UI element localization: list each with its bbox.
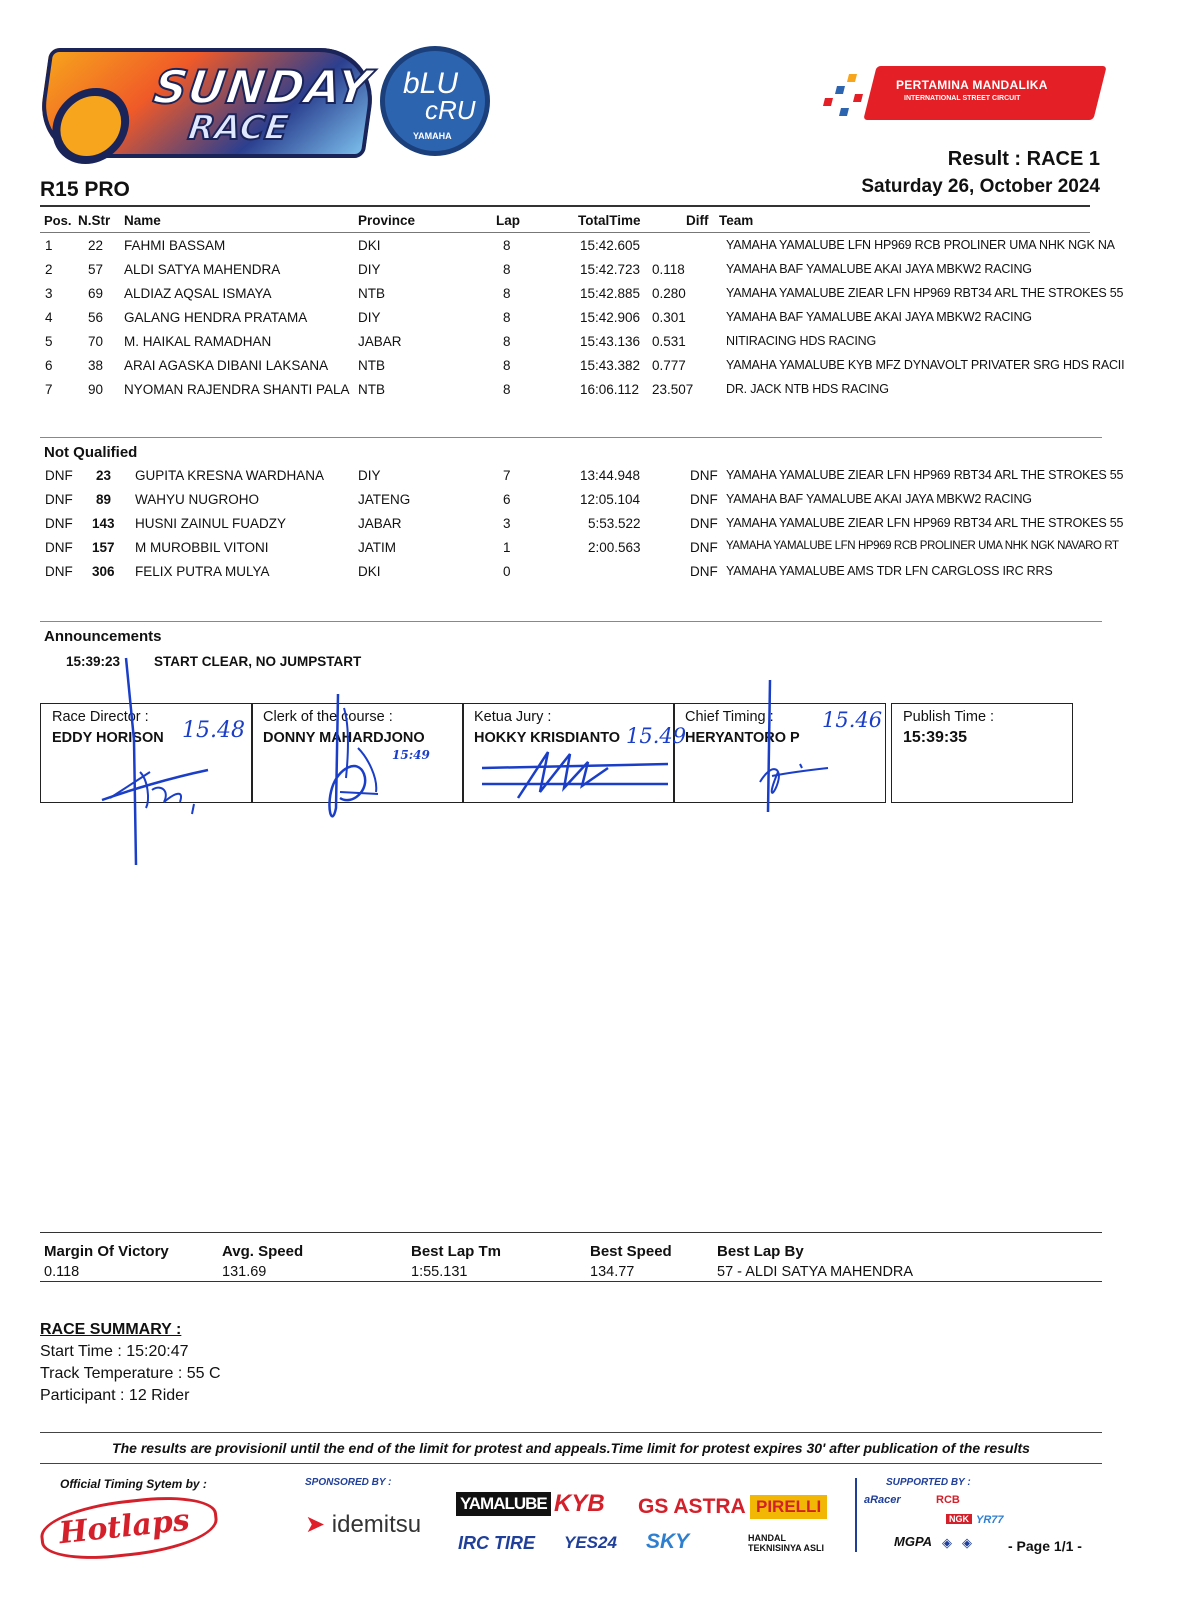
- margin-value: 0.118: [44, 1264, 80, 1280]
- timing-label: Official Timing Sytem by :: [60, 1477, 207, 1491]
- circuit-logo-line1: PERTAMINA MANDALIKA: [896, 78, 1048, 92]
- cell-lap: 8: [503, 358, 511, 373]
- cell-pos: 5: [45, 334, 53, 349]
- cell-lap: 8: [503, 334, 511, 349]
- cell-name: WAHYU NUGROHO: [135, 492, 259, 507]
- race-date: Saturday 26, October 2024: [861, 176, 1100, 197]
- cell-pos: DNF: [45, 468, 73, 483]
- cell-team: YAMAHA YAMALUBE AMS TDR LFN CARGLOSS IRC RRS: [726, 564, 1053, 578]
- cell-nstr: 89: [96, 492, 112, 507]
- margin-label: Margin Of Victory: [44, 1243, 169, 1260]
- hotlaps-logo: [38, 1491, 221, 1565]
- cell-province: JATENG: [358, 492, 411, 507]
- logo-word-race: RACE: [185, 108, 291, 148]
- sponsor-yamalube: YAMALUBE: [456, 1492, 551, 1516]
- announcement-time: 15:39:23: [66, 654, 121, 669]
- cell-name: ARAI AGASKA DIBANI LAKSANA: [124, 358, 329, 373]
- cell-name: M. HAIKAL RAMADHAN: [124, 334, 272, 349]
- cell-lap: 0: [503, 564, 511, 579]
- official-label: Clerk of the course :: [263, 709, 393, 725]
- cell-team: YAMAHA YAMALUBE LFN HP969 RCB PROLINER UMA NHK NGK NAVARO RT: [726, 540, 1119, 552]
- sponsor-handal-teknisinya: HANDAL TEKNISINYA ASLI: [748, 1533, 825, 1553]
- circuit-logo-line2: INTERNATIONAL STREET CIRCUIT: [904, 95, 1021, 102]
- cell-pos: 1: [45, 238, 53, 253]
- cell-team: YAMAHA YAMALUBE ZIEAR LFN HP969 RBT34 ARL THE STROKES 55: [726, 468, 1124, 482]
- hotlaps-logo-text: Hotlaps: [57, 1502, 192, 1552]
- publish-time: 15:39:35: [903, 729, 968, 746]
- cell-totaltime: 15:42.723: [580, 262, 641, 277]
- cell-nstr: 90: [88, 382, 104, 397]
- cell-totaltime: 5:53.522: [588, 516, 641, 531]
- cell-pos: DNF: [45, 492, 73, 507]
- motorbike-wheel-icon: [47, 88, 134, 164]
- cell-province: JATIM: [358, 540, 396, 555]
- sponsor-yes24: YES24: [564, 1533, 617, 1552]
- cell-province: DIY: [358, 310, 381, 325]
- cell-totaltime: 16:06.112: [580, 382, 640, 397]
- section-divider: [40, 621, 1102, 622]
- cell-name: FELIX PUTRA MULYA: [135, 564, 270, 579]
- cell-pos: DNF: [45, 564, 73, 579]
- cell-team: YAMAHA YAMALUBE KYB MFZ DYNAVOLT PRIVATER SRG HDS RACII: [726, 358, 1125, 372]
- cell-diff: 0.531: [652, 334, 686, 349]
- cell-team: NITIRACING HDS RACING: [726, 334, 876, 348]
- cell-team: YAMAHA BAF YAMALUBE AKAI JAYA MBKW2 RACING: [726, 262, 1032, 276]
- cell-lap: 6: [503, 492, 511, 507]
- cell-province: JABAR: [358, 516, 402, 531]
- official-label: Ketua Jury :: [474, 709, 552, 725]
- blucru-logo-line2: cRU: [425, 95, 476, 125]
- table-row: [0, 564, 1200, 588]
- cell-diff: 0.118: [652, 262, 685, 277]
- cell-name: ALDIAZ AQSAL ISMAYA: [124, 286, 272, 301]
- announcement-text: START CLEAR, NO JUMPSTART: [154, 654, 362, 669]
- cell-pos: 6: [45, 358, 53, 373]
- best-lap-by-value: 57 - ALDI SATYA MAHENDRA: [717, 1264, 914, 1280]
- cell-nstr: 56: [88, 310, 104, 325]
- cell-name: FAHMI BASSAM: [124, 238, 226, 253]
- sponsor-pirelli: PIRELLI: [750, 1495, 827, 1519]
- cell-pos: 4: [45, 310, 53, 325]
- cell-nstr: 143: [92, 516, 115, 531]
- col-totaltime: TotalTime: [578, 213, 641, 228]
- col-team: Team: [719, 213, 754, 228]
- cell-lap: 8: [503, 238, 511, 253]
- cell-name: M MUROBBIL VITONI: [135, 540, 269, 555]
- class-title: R15 PRO: [40, 178, 130, 201]
- official-name: DONNY MAHARDJONO: [263, 730, 425, 746]
- cell-lap: 7: [503, 468, 511, 483]
- cell-totaltime: 13:44.948: [580, 468, 641, 483]
- not-qualified-rows: [0, 468, 1200, 593]
- cell-province: NTB: [358, 286, 385, 301]
- cell-pos: 2: [45, 262, 53, 277]
- result-title: Result : RACE 1: [947, 148, 1100, 170]
- race-start-time: Start Time : 15:20:47: [40, 1343, 189, 1360]
- cell-name: NYOMAN RAJENDRA SHANTI PALA: [124, 382, 350, 397]
- official-box-clerk: [251, 703, 464, 803]
- best-lap-by-label: Best Lap By: [717, 1243, 804, 1260]
- results-table-header: [0, 213, 1200, 233]
- shield-icon: ◈: [962, 1535, 972, 1550]
- table-top-rule: [40, 205, 1090, 207]
- cell-team: YAMAHA YAMALUBE LFN HP969 RCB PROLINER UMA NHK NGK NA: [726, 238, 1115, 252]
- summary-bottom-rule: [40, 1281, 1102, 1282]
- cell-province: DKI: [358, 564, 381, 579]
- cell-nstr: 69: [88, 286, 104, 301]
- cell-pos: 7: [45, 382, 53, 397]
- cell-diff: DNF: [690, 492, 718, 507]
- cell-province: JABAR: [358, 334, 402, 349]
- pertamina-mandalika-logo: [822, 64, 1102, 126]
- cell-nstr: 57: [88, 262, 104, 277]
- supporter-rcb: RCB: [936, 1494, 960, 1506]
- cell-province: NTB: [358, 358, 385, 373]
- track-temperature: Track Temperature : 55 C: [40, 1365, 221, 1382]
- cell-pos: DNF: [45, 516, 73, 531]
- summary-top-rule: [40, 1232, 1102, 1233]
- cell-lap: 8: [503, 262, 511, 277]
- cell-nstr: 23: [96, 468, 112, 483]
- handwritten-time: 15:49: [392, 748, 430, 762]
- not-qualified-title: Not Qualified: [44, 444, 138, 461]
- cell-team: DR. JACK NTB HDS RACING: [726, 382, 889, 396]
- page-number: - Page 1/1 -: [1008, 1538, 1082, 1554]
- handwritten-time: 15.46: [822, 708, 883, 732]
- handwritten-time: 15.49: [626, 724, 687, 748]
- announcements-title: Announcements: [44, 628, 162, 645]
- cell-totaltime: 15:42.906: [580, 310, 641, 325]
- cell-lap: 3: [503, 516, 511, 531]
- publish-label: Publish Time :: [903, 709, 995, 725]
- supporter-yr77: YR77: [976, 1514, 1004, 1526]
- cell-lap: 8: [503, 286, 511, 301]
- table-row: [0, 468, 1200, 492]
- sponsor-idemitsu: [305, 1510, 421, 1539]
- table-row: [0, 382, 1200, 406]
- idemitsu-flag-icon: ➤: [305, 1511, 326, 1538]
- cell-nstr: 38: [88, 358, 104, 373]
- official-name: HOKKY KRISDIANTO: [474, 730, 621, 746]
- cell-diff: DNF: [690, 540, 718, 555]
- sunday-race-logo: [34, 48, 379, 158]
- cell-diff: DNF: [690, 516, 718, 531]
- cell-totaltime: 12:05.104: [580, 492, 641, 507]
- cell-diff: 0.777: [652, 358, 686, 373]
- table-row: [0, 516, 1200, 540]
- race-summary-title: RACE SUMMARY :: [40, 1321, 182, 1338]
- blucru-logo-line3: YAMAHA: [413, 131, 452, 141]
- col-lap: Lap: [496, 213, 521, 228]
- cell-diff: 0.301: [652, 310, 686, 325]
- sponsor-sky: SKY: [646, 1530, 690, 1553]
- table-row: [0, 358, 1200, 382]
- cell-nstr: 306: [92, 564, 115, 579]
- disclaimer-bottom-rule: [40, 1463, 1102, 1464]
- cell-totaltime: 15:42.885: [580, 286, 641, 301]
- best-lap-value: 1:55.131: [411, 1264, 468, 1280]
- blucru-logo-line1: bLU: [403, 67, 459, 100]
- cell-team: YAMAHA YAMALUBE ZIEAR LFN HP969 RBT34 ARL THE STROKES 55: [726, 286, 1124, 300]
- footer-divider: [855, 1478, 857, 1552]
- col-nstr: N.Str: [78, 213, 111, 228]
- cell-name: GALANG HENDRA PRATAMA: [124, 310, 308, 325]
- cell-totaltime: 15:42.605: [580, 238, 641, 253]
- cell-totaltime: 15:43.136: [580, 334, 641, 349]
- avg-speed-label: Avg. Speed: [222, 1243, 304, 1260]
- section-divider: [40, 437, 1102, 438]
- handwritten-time: 15.48: [182, 718, 245, 743]
- table-row: [0, 310, 1200, 334]
- cell-pos: DNF: [45, 540, 73, 555]
- best-lap-label: Best Lap Tm: [411, 1243, 502, 1260]
- blucru-logo: [380, 46, 490, 156]
- col-diff: Diff: [686, 213, 709, 228]
- cell-name: GUPITA KRESNA WARDHANA: [135, 468, 325, 483]
- cell-nstr: 22: [88, 238, 104, 253]
- avg-speed-value: 131.69: [222, 1264, 267, 1280]
- table-row: [0, 334, 1200, 358]
- supported-label: SUPPORTED BY :: [886, 1477, 971, 1488]
- cell-nstr: 70: [88, 334, 104, 349]
- cell-province: DIY: [358, 468, 381, 483]
- cell-diff: 23.507: [652, 382, 694, 397]
- table-row: [0, 238, 1200, 262]
- cell-lap: 1: [503, 540, 511, 555]
- sponsor-gs-astra: GS ASTRA: [638, 1495, 746, 1518]
- sponsor-idemitsu-text: idemitsu: [331, 1511, 422, 1538]
- cell-lap: 8: [503, 310, 511, 325]
- cell-diff: DNF: [690, 564, 718, 579]
- official-name: HERYANTORO P: [685, 730, 800, 746]
- official-label: Chief Timing :: [685, 709, 774, 725]
- col-pos: Pos.: [44, 213, 72, 228]
- cell-totaltime: 15:43.382: [580, 358, 641, 373]
- cell-nstr: 157: [92, 540, 115, 555]
- official-name: EDDY HORISON: [52, 730, 164, 746]
- cell-team: YAMAHA BAF YAMALUBE AKAI JAYA MBKW2 RACING: [726, 492, 1032, 506]
- table-row: [0, 286, 1200, 310]
- sponsor-kyb: KYB: [554, 1490, 605, 1517]
- cell-province: DIY: [358, 262, 381, 277]
- disclaimer-text: The results are provisionil until the end of the limit for protest and appeals.Time limit for protest expires 30' after publication of the results: [112, 1440, 1030, 1456]
- cell-diff: 0.280: [652, 286, 686, 301]
- official-label: Race Director :: [52, 709, 149, 725]
- sponsored-label: SPONSORED BY :: [305, 1477, 392, 1488]
- sponsor-irc: IRC TIRE: [458, 1533, 536, 1553]
- participant-count: Participant : 12 Rider: [40, 1387, 190, 1404]
- supporter-mgpa: MGPA: [894, 1534, 933, 1549]
- best-speed-value: 134.77: [590, 1264, 635, 1280]
- col-name: Name: [124, 213, 161, 228]
- cell-team: YAMAHA BAF YAMALUBE AKAI JAYA MBKW2 RACING: [726, 310, 1032, 324]
- table-row: [0, 262, 1200, 286]
- col-province: Province: [358, 213, 416, 228]
- cell-name: ALDI SATYA MAHENDRA: [124, 262, 281, 277]
- publish-time-box: [891, 703, 1073, 803]
- supporter-aracer: aRacer: [864, 1494, 901, 1506]
- cell-province: NTB: [358, 382, 385, 397]
- cell-totaltime: 2:00.563: [588, 540, 641, 555]
- table-row: [0, 492, 1200, 516]
- best-speed-label: Best Speed: [590, 1243, 672, 1260]
- cell-province: DKI: [358, 238, 381, 253]
- logo-word-sunday: SUNDAY: [150, 60, 375, 114]
- cell-team: YAMAHA YAMALUBE ZIEAR LFN HP969 RBT34 ARL THE STROKES 55: [726, 516, 1124, 530]
- table-row: [0, 540, 1200, 564]
- results-rows: [0, 238, 1200, 408]
- cell-pos: 3: [45, 286, 53, 301]
- table-header-rule: [40, 232, 1090, 233]
- cell-diff: DNF: [690, 468, 718, 483]
- disclaimer-top-rule: [40, 1432, 1102, 1433]
- cell-name: HUSNI ZAINUL FUADZY: [135, 516, 287, 531]
- shield-icon: ◈: [942, 1535, 952, 1550]
- cell-lap: 8: [503, 382, 511, 397]
- supporter-ngk: NGK: [946, 1514, 972, 1524]
- official-box-ketua-jury: [462, 703, 675, 803]
